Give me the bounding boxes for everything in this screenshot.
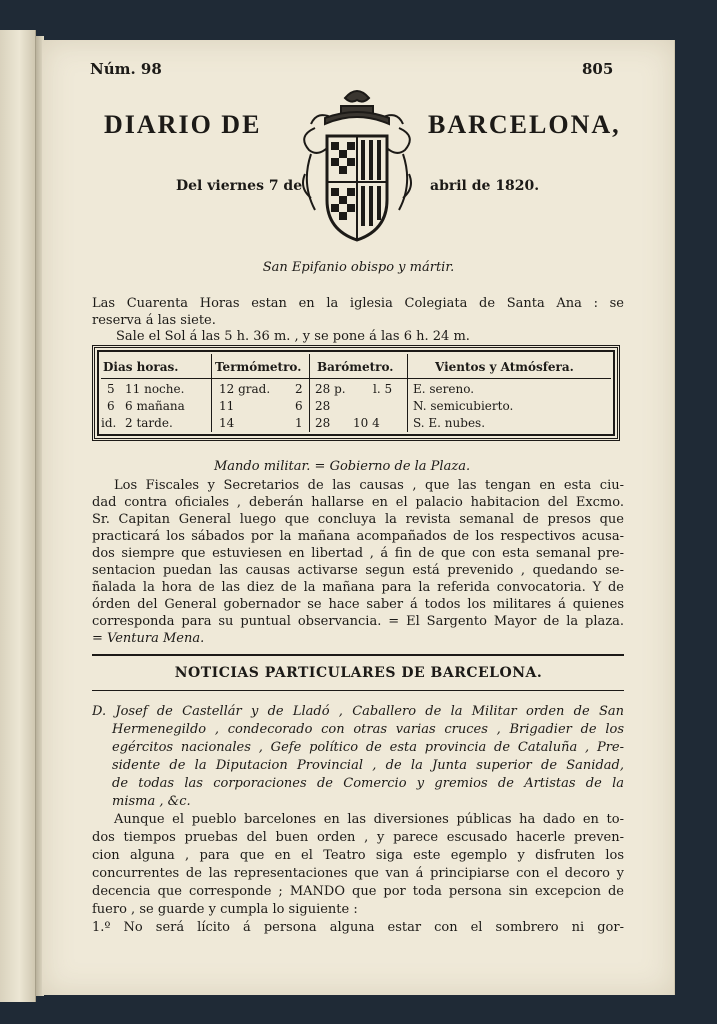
previous-page-edge	[0, 30, 36, 1002]
military-line: corresponda para su puntual observancia. = El Sargento Mayor de la plaza.	[92, 614, 624, 629]
weather-day: id.	[101, 416, 117, 430]
weather-thermo: 14	[219, 416, 235, 430]
weather-hour: 2 tarde.	[125, 416, 173, 430]
decree-body-line: 1.º No será lícito á persona alguna estar con el sombrero ni gor-	[92, 920, 624, 935]
weather-day: 6	[107, 399, 115, 413]
weather-baro-lines: 10 4	[353, 416, 380, 430]
weather-col-rule	[407, 354, 408, 432]
saint-of-day: San Epifanio obispo y mártir.	[262, 260, 455, 275]
date-left: Del viernes 7 de	[176, 178, 303, 194]
decree-heading-line: sidente de la Diputacion Provincial , de la Junta superior de Sanidad,	[112, 758, 624, 773]
notice-line: Las Cuarenta Horas estan en la iglesia Colegiata de Santa Ana : se	[92, 296, 624, 311]
decree-heading-line: egércitos nacionales , Gefe político de esta provincia de Cataluña , Pre-	[112, 740, 624, 755]
coat-of-arms-icon	[297, 84, 417, 248]
weather-wind: N. semicubierto.	[413, 399, 514, 413]
weather-baro-lines: l. 5	[373, 382, 393, 396]
decree-heading-line: Hermenegildo , condecorado con otras varias cruces , Brigadier de los	[112, 722, 624, 737]
masthead-title-right: BARCELONA,	[428, 110, 621, 139]
decree-heading-line: de todas las corporaciones de Comercio y gremios de Artistas de la	[112, 776, 624, 791]
military-line: practicará los sábados por la mañana acompañados de los respectivos acusa-	[92, 529, 624, 544]
military-line: dad contra oficiales , deberán hallarse en el palacio habitacion del Excmo.	[92, 495, 624, 510]
weather-hour: 6 mañana	[125, 399, 185, 413]
section-title: NOTICIAS PARTICULARES DE BARCELONA.	[174, 665, 543, 681]
weather-baro: 28 p.	[315, 382, 346, 396]
weather-thermo: 12 grad.	[219, 382, 271, 396]
weather-header: Barómetro.	[317, 360, 394, 374]
weather-col-rule	[211, 354, 212, 432]
weather-header: Termómetro.	[215, 360, 302, 374]
decree-heading-line: D. Josef de Castellár y de Lladó , Caballero de la Militar orden de San	[92, 704, 624, 719]
weather-col-rule	[309, 354, 310, 432]
decree-heading-line: misma , &c.	[112, 794, 191, 809]
weather-baro: 28	[315, 416, 331, 430]
decree-body-line: Aunque el pueblo barcelones en las diversiones públicas ha dado en to-	[114, 812, 624, 827]
decree-body-line: fuero , se guarde y cumpla lo siguiente :	[92, 902, 358, 917]
military-line: órden del General gobernador se hace saber á todos los militares á quienes	[92, 597, 624, 612]
weather-baro: 28	[315, 399, 331, 413]
notice-line: reserva á las siete.	[92, 313, 216, 328]
military-heading: Mando militar. = Gobierno de la Plaza.	[214, 459, 471, 474]
weather-header: Vientos y Atmósfera.	[435, 360, 574, 374]
military-line: sentacion puedan las causas activarse segun está prevenido , quedando se-	[92, 563, 624, 578]
military-signature: = Ventura Mena.	[92, 631, 205, 646]
weather-thermo: 11	[219, 399, 235, 413]
weather-wind: S. E. nubes.	[413, 416, 486, 430]
weather-table	[92, 345, 620, 441]
military-line: Sr. Capitan General luego que concluya la revista semanal de presos que	[92, 512, 624, 527]
weather-hour: 11 noche.	[125, 382, 185, 396]
weather-thermo-frac: 1	[295, 416, 303, 430]
military-line: Los Fiscales y Secretarios de las causas , que las tengan en esta ciu-	[114, 478, 624, 493]
weather-day: 5	[107, 382, 115, 396]
newspaper-page	[42, 40, 675, 995]
military-line: ñalada la hora de las diez de la mañana para la referida convocatoria. Y de	[92, 580, 624, 595]
sun-line: Sale el Sol á las 5 h. 36 m. , y se pone á las 6 h. 24 m.	[116, 329, 470, 344]
weather-header: Dias horas.	[103, 360, 179, 374]
decree-body-line: cion alguna , para que en el Teatro siga este egemplo y disfruten los	[92, 848, 624, 863]
decree-body-line: dos tiempos pruebas del buen orden , y parece escusado hacerle preven-	[92, 830, 624, 845]
section-rule	[92, 654, 624, 656]
decree-body-line: decencia que corresponde ; MANDO que por toda persona sin excepcion de	[92, 884, 624, 899]
date-right: abril de 1820.	[430, 178, 540, 194]
military-line: dos siempre que estuviesen en libertad , á fin de que con esta semanal pre-	[92, 546, 624, 561]
section-rule	[92, 690, 624, 691]
weather-header-rule	[101, 378, 611, 379]
weather-wind: E. sereno.	[413, 382, 475, 396]
masthead-title-left: DIARIO DE	[104, 110, 262, 139]
page-number: 805	[582, 60, 614, 78]
weather-thermo-frac: 2	[295, 382, 303, 396]
weather-thermo-frac: 6	[295, 399, 303, 413]
issue-number: Núm. 98	[90, 60, 162, 78]
decree-body-line: concurrentes de las representaciones que van á principiarse con el decoro y	[92, 866, 624, 881]
